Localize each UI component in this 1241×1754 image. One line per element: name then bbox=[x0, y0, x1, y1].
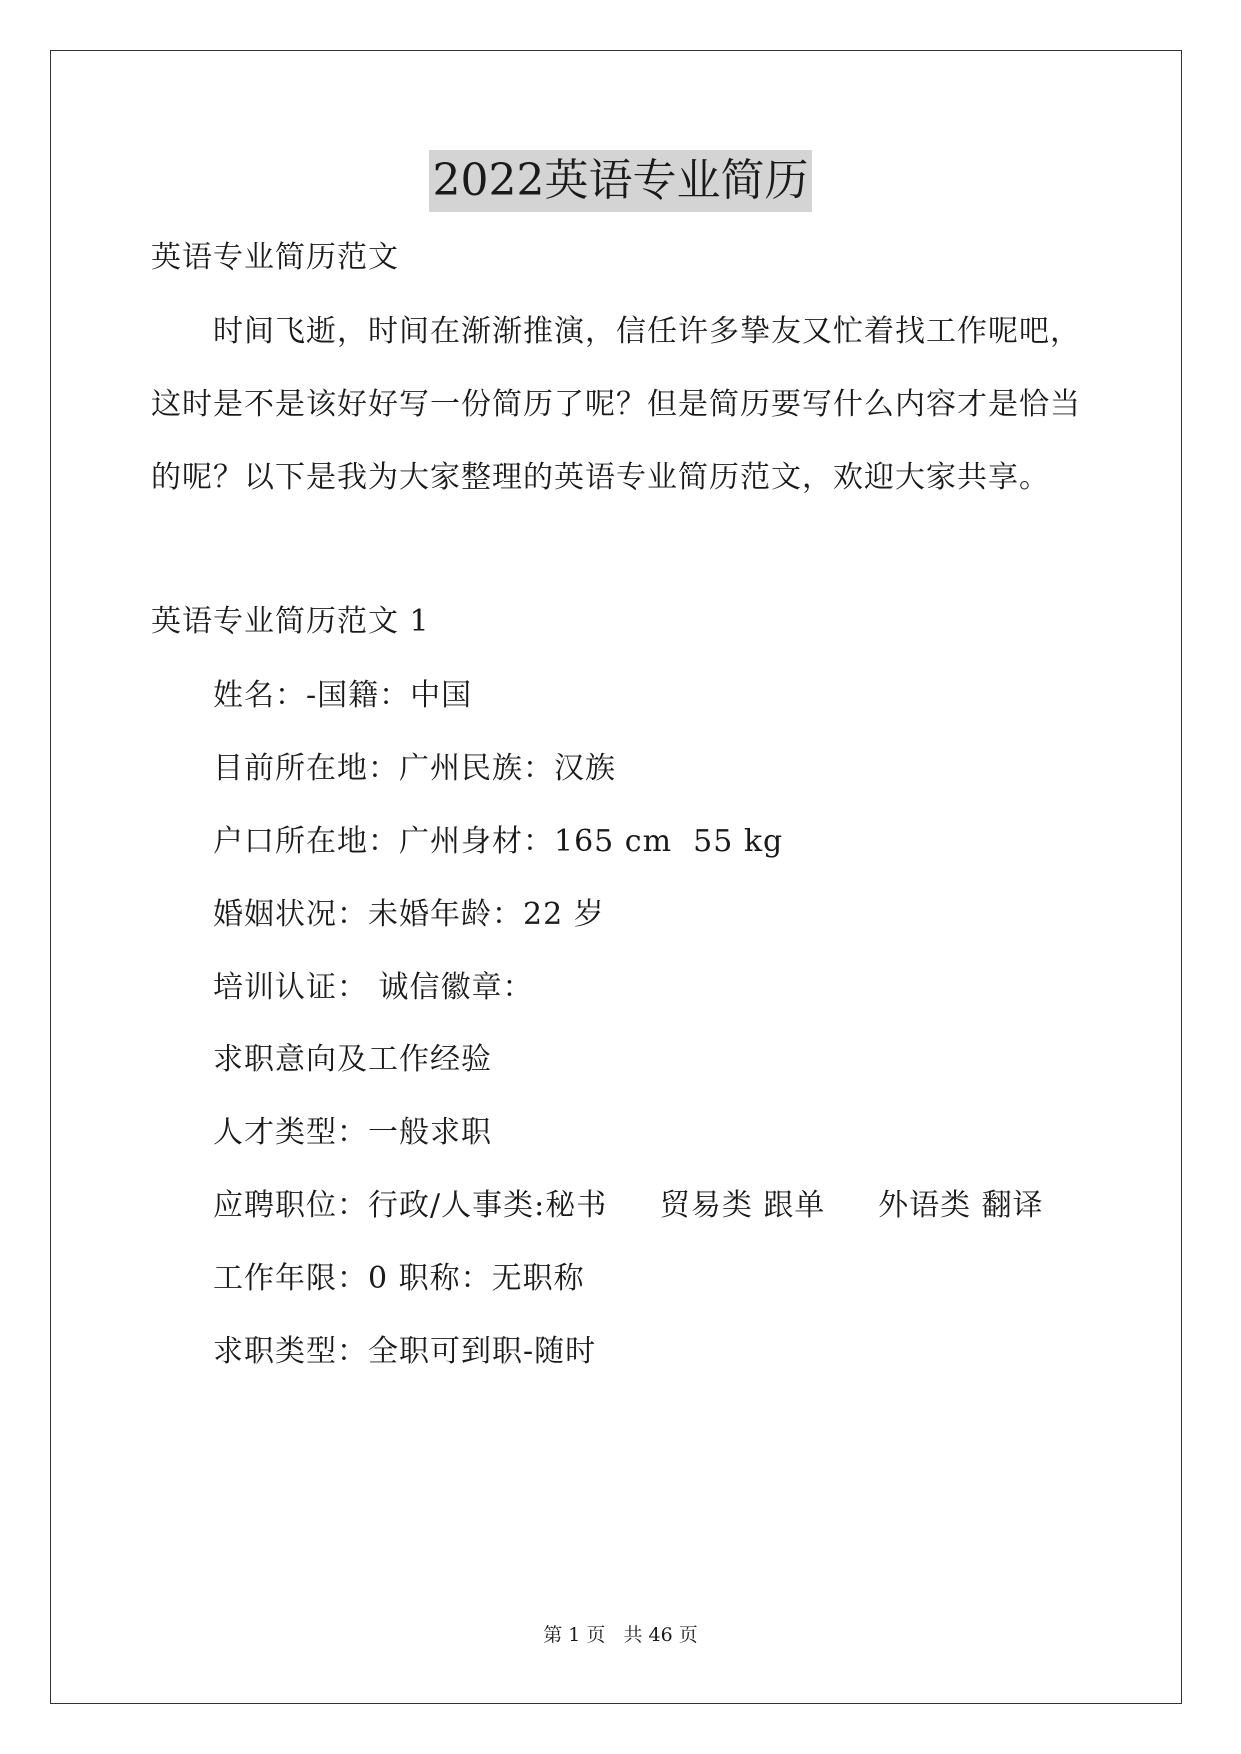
intro-line-3: 的呢？以下是我为大家整理的英语专业简历范文，欢迎大家共享。 bbox=[151, 460, 1050, 495]
intro-line-1: 时间飞逝，时间在渐渐推演，信任许多挚友又忙着找工作呢吧， bbox=[213, 314, 1081, 349]
page-border bbox=[50, 50, 1182, 1704]
field-name-nationality: 姓名：-国籍：中国 bbox=[213, 678, 473, 713]
field-hukou-body: 户口所在地：广州身材：165 cm 55 kg bbox=[213, 824, 784, 859]
heading: 英语专业简历范文 bbox=[151, 240, 399, 275]
section-heading: 英语专业简历范文 1 bbox=[151, 604, 430, 639]
field-location-ethnicity: 目前所在地：广州民族：汉族 bbox=[213, 751, 616, 786]
document-title-wrap bbox=[0, 150, 1241, 212]
field-job-intent-heading: 求职意向及工作经验 bbox=[213, 1042, 492, 1077]
document-title: 2022英语专业简历 bbox=[429, 150, 813, 212]
field-certification: 培训认证： 诚信徽章： bbox=[213, 970, 534, 1005]
field-work-years-title: 工作年限：0 职称：无职称 bbox=[213, 1261, 585, 1296]
field-job-type: 求职类型：全职可到职-随时 bbox=[213, 1334, 597, 1369]
intro-line-2: 这时是不是该好好写一份简历了呢？但是简历要写什么内容才是恰当 bbox=[151, 387, 1081, 422]
field-positions: 应聘职位：行政/人事类:秘书 贸易类 跟单 外语类 翻译 bbox=[213, 1188, 1044, 1223]
field-marital-age: 婚姻状况：未婚年龄：22 岁 bbox=[213, 897, 605, 932]
field-talent-type: 人才类型：一般求职 bbox=[213, 1115, 492, 1150]
page-footer: 第 1 页 共 46 页 bbox=[543, 1624, 698, 1646]
